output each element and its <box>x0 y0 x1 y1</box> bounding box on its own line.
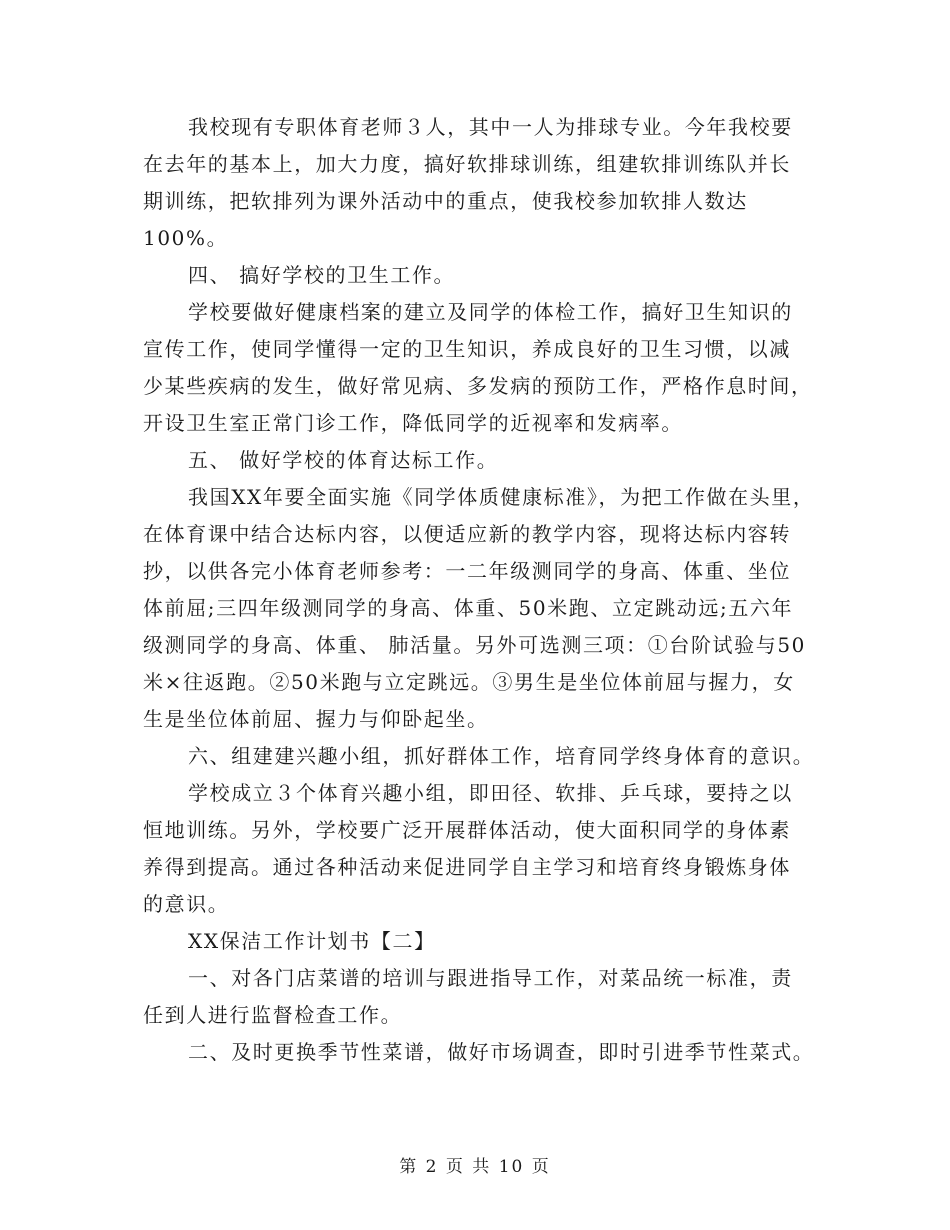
paragraph-line-1: 我校现有专职体育老师３人，其中一人为排球专业。今年我校要 <box>188 115 793 139</box>
paragraph-line-16: 学校成立３个体育兴趣小组，即田径、软排、乒乓球，要持之以 <box>188 781 793 805</box>
paragraph-line-3: 期训练，把软排列为课外活动中的重点，使我校参加软排人数达 <box>143 189 748 213</box>
document-subtitle: XX保洁工作计划书【二】 <box>188 929 436 953</box>
paragraph-line-5: 学校要做好健康档案的建立及同学的体检工作，搞好卫生知识的 <box>188 300 793 324</box>
paragraph-line-21: 任到人进行监督检查工作。 <box>143 1003 403 1027</box>
paragraph-line-17: 恒地训练。另外，学校要广泛开展群体活动，使大面积同学的身体素 <box>143 818 791 842</box>
paragraph-line-19: 的意识。 <box>143 892 230 916</box>
paragraph-line-15: 生是坐位体前屈、握力与仰卧起坐。 <box>143 707 489 731</box>
section-heading-5: 五、 做好学校的体育达标工作。 <box>188 448 499 472</box>
paragraph-line-22: 二、及时更换季节性菜谱，做好市场调查，即时引进季节性菜式。 <box>188 1040 815 1064</box>
paragraph-line-6: 宣传工作，使同学懂得一定的卫生知识，养成良好的卫生习惯，以减 <box>143 337 791 361</box>
paragraph-line-8: 开设卫生室正常门诊工作，降低同学的近视率和发病率。 <box>143 411 683 435</box>
paragraph-line-20: 一、对各门店菜谱的培训与跟进指导工作，对菜品统一标准，责 <box>188 966 793 990</box>
paragraph-line-10: 在体育课中结合达标内容，以便适应新的教学内容，现将达标内容转 <box>143 522 791 546</box>
paragraph-line-4: 100%。 <box>143 226 229 250</box>
paragraph-line-18: 养得到提高。通过各种活动来促进同学自主学习和培育终身锻炼身体 <box>143 855 791 879</box>
page-footer: 第 2 页 共 10 页 <box>399 1157 551 1177</box>
paragraph-line-7: 少某些疾病的发生，做好常见病、多发病的预防工作，严格作息时间， <box>143 374 813 398</box>
paragraph-line-14: 米×往返跑。②50米跑与立定跳远。③男生是坐位体前屈与握力，女 <box>143 670 795 694</box>
paragraph-line-9: 我国XX年要全面实施《同学体质健康标准》，为把工作做在头里， <box>188 485 815 509</box>
paragraph-line-12: 体前屈;三四年级测同学的身高、体重、50米跑、立定跳动远;五六年 <box>143 596 794 620</box>
section-heading-4: 四、 搞好学校的卫生工作。 <box>188 263 456 287</box>
section-heading-6: 六、组建建兴趣小组，抓好群体工作，培育同学终身体育的意识。 <box>188 744 815 768</box>
paragraph-line-2: 在去年的基本上，加大力度，搞好软排球训练，组建软排训练队并长 <box>143 152 791 176</box>
paragraph-line-11: 抄，以供各完小体育老师参考：一二年级测同学的身高、体重、坐位 <box>143 559 791 583</box>
paragraph-line-13: 级测同学的身高、体重、 肺活量。另外可选测三项：①台阶试验与50 <box>143 633 807 657</box>
